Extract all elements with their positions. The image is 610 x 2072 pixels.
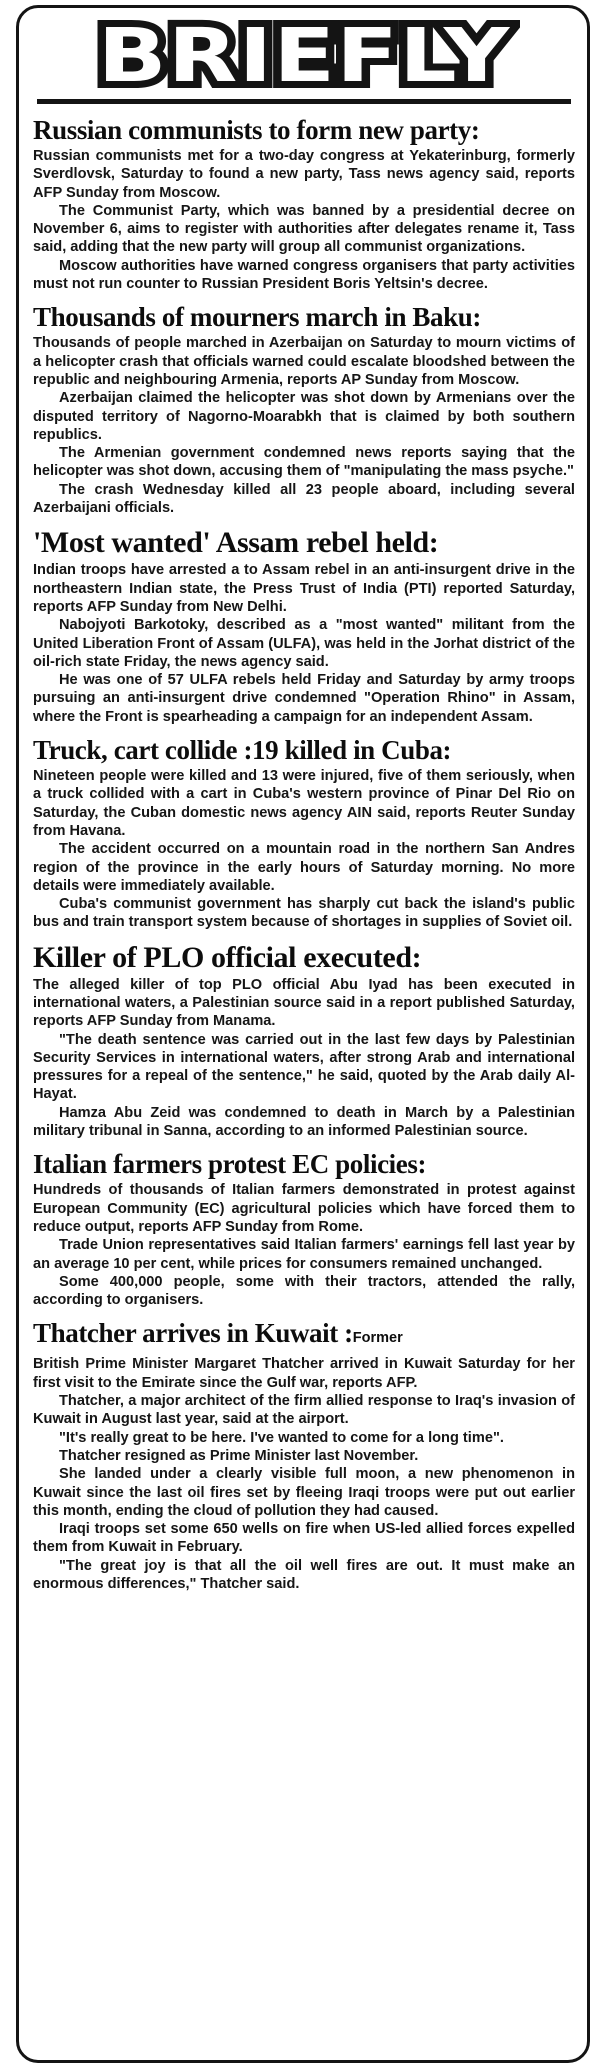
article-russian-communists bbox=[33, 115, 575, 293]
paragraph: British Prime Minister Margaret Thatcher arrived in Kuwait Saturday for her first visit to the Emirate since the Gulf war, reports AFP. bbox=[33, 1356, 575, 1391]
paragraph: Thatcher resigned as Prime Minister last November. bbox=[59, 1447, 419, 1464]
headline-text: Thatcher arrives in Kuwait : bbox=[33, 1318, 353, 1349]
paragraph: Nabojyoti Barkotoky, described as a "most wanted" militant from the United Liberation Front of Assam (ULFA), was held in the Jorhat district of the oil-rich state Friday, the news agency said. bbox=[33, 617, 575, 670]
paragraph: "The death sentence was carried out in the last few days by Palestinian Security Services in international waters, after strong Arab and international pressures for a repeal of the sentence," he said, quoted by the Arab daily Al-Hayat. bbox=[33, 1031, 575, 1103]
paragraph: Hamza Abu Zeid was condemned to death in March by a Palestinian military tribunal in Sanna, according to an informed Palestinian source. bbox=[33, 1104, 575, 1140]
paragraph: Thatcher, a major architect of the firm allied response to Iraq's invasion of Kuwait in August last year, said at the airport. bbox=[33, 1393, 575, 1428]
paragraph: Trade Union representatives said Italian farmers' earnings fell last year by an average 10 per cent, while prices for consumers remained unchanged. bbox=[33, 1237, 575, 1272]
paragraph: Moscow authorities have warned congress organisers that party activities must not run counter to Russian President Boris Yeltsin's decree. bbox=[33, 257, 575, 293]
headline-runin: Former bbox=[352, 1330, 403, 1347]
masthead bbox=[33, 13, 575, 106]
paragraph: He was one of 57 ULFA rebels held Friday and Saturday by army troops pursuing an anti-insurgent drive condemned "Operation Rhino" in Assam, where the Front is spearheading a campaign for an independent Assam. bbox=[33, 672, 575, 725]
paragraph: "The great joy is that all the oil well fires are out. It must make an enormous differences," Thatcher said. bbox=[33, 1557, 575, 1592]
paragraph: Some 400,000 people, some with their tractors, attended the rally, according to organisers. bbox=[33, 1273, 575, 1309]
headline bbox=[33, 1318, 575, 1353]
headline: Italian farmers protest EC policies: bbox=[33, 1149, 427, 1180]
paragraph: "It's really great to be here. I've wanted to come for a long time". bbox=[59, 1429, 504, 1446]
article-baku-mourners bbox=[33, 302, 575, 517]
paragraph: Indian troops have arrested a to Assam rebel in an anti-insurgent drive in the northeastern Indian state, the Press Trust of India (PTI) reported Saturday, reports AFP Sunday from New Delhi. bbox=[33, 562, 575, 615]
article-plo-killer bbox=[33, 941, 575, 1141]
headline: Russian communists to form new party: bbox=[33, 115, 480, 145]
paragraph: Nineteen people were killed and 13 were injured, five of them seriously, when a truck collided with a cart in Cuba's western province of Pinar Del Rio on Saturday, the Cuban domestic news agency AIN said, reports Reuter Sunday from Havana. bbox=[33, 768, 575, 839]
paragraph: Azerbaijan claimed the helicopter was shot down by Armenians over the disputed territory of Nagorno-Moarabkh that is claimed by both southern republics. bbox=[33, 390, 575, 443]
article-assam-rebel bbox=[33, 526, 575, 726]
masthead-title: BRIEFLY bbox=[97, 13, 511, 99]
headline: Killer of PLO official executed: bbox=[33, 940, 422, 974]
paragraph: Thousands of people marched in Azerbaijan on Saturday to mourn victims of a helicopter crash that officials warned could escalate bloodshed between the republic and neighbouring Armenia, reports AP Sunday from Moscow. bbox=[33, 335, 575, 388]
paragraph: Cuba's communist government has sharply cut back the island's public bus and train transport system because of shortages in supplies of Soviet oil. bbox=[33, 896, 575, 931]
headline: Thousands of mourners march in Baku: bbox=[33, 302, 481, 333]
article-cuba-collision bbox=[33, 735, 575, 932]
masthead-rule bbox=[37, 99, 571, 104]
briefly-column bbox=[16, 5, 590, 2063]
headline: Truck, cart collide :19 killed in Cuba: bbox=[33, 735, 452, 766]
paragraph: The crash Wednesday killed all 23 people aboard, including several Azerbaijani officials. bbox=[33, 481, 575, 517]
paragraph: Hundreds of thousands of Italian farmers demonstrated in protest against European Community (EC) agricultural policies which have forced them to reduce output, reports AFP Sunday from Rome. bbox=[33, 1182, 575, 1235]
paragraph: The Communist Party, which was banned by a presidential decree on November 6, aims to register with authorities after delegates rename it, Tass said, adding that the new party will group all communist organizations. bbox=[33, 202, 575, 256]
paragraph: The accident occurred on a mountain road in the northern San Andres region of the province in the early hours of Saturday morning. No more details were immediately available. bbox=[33, 841, 575, 894]
paragraph: The alleged killer of top PLO official Abu Iyad has been executed in international waters, a Palestinian source said in a report published Saturday, reports AFP Sunday from Manama. bbox=[33, 976, 575, 1030]
paragraph: She landed under a clearly visible full moon, a new phenomenon in Kuwait since the last oil fires set by fleeing Iraqi troops were put out earlier this month, ending the cloud of pollution they had caused. bbox=[33, 1466, 575, 1519]
paragraph: The Armenian government condemned news reports saying that the helicopter was shot down, accusing them of "manipulating the mass psyche." bbox=[33, 445, 575, 480]
paragraph: Russian communists met for a two-day congress at Yekaterinburg, formerly Sverdlovsk, Saturday to found a new party, Tass news agency said, reports AFP Sunday from Moscow. bbox=[33, 148, 575, 201]
headline: 'Most wanted' Assam rebel held: bbox=[33, 526, 439, 560]
paragraph: Iraqi troops set some 650 wells on fire when US-led allied forces expelled them from Kuwait in February. bbox=[33, 1521, 575, 1556]
article-thatcher-kuwait bbox=[33, 1318, 575, 1593]
article-italian-farmers bbox=[33, 1149, 575, 1309]
